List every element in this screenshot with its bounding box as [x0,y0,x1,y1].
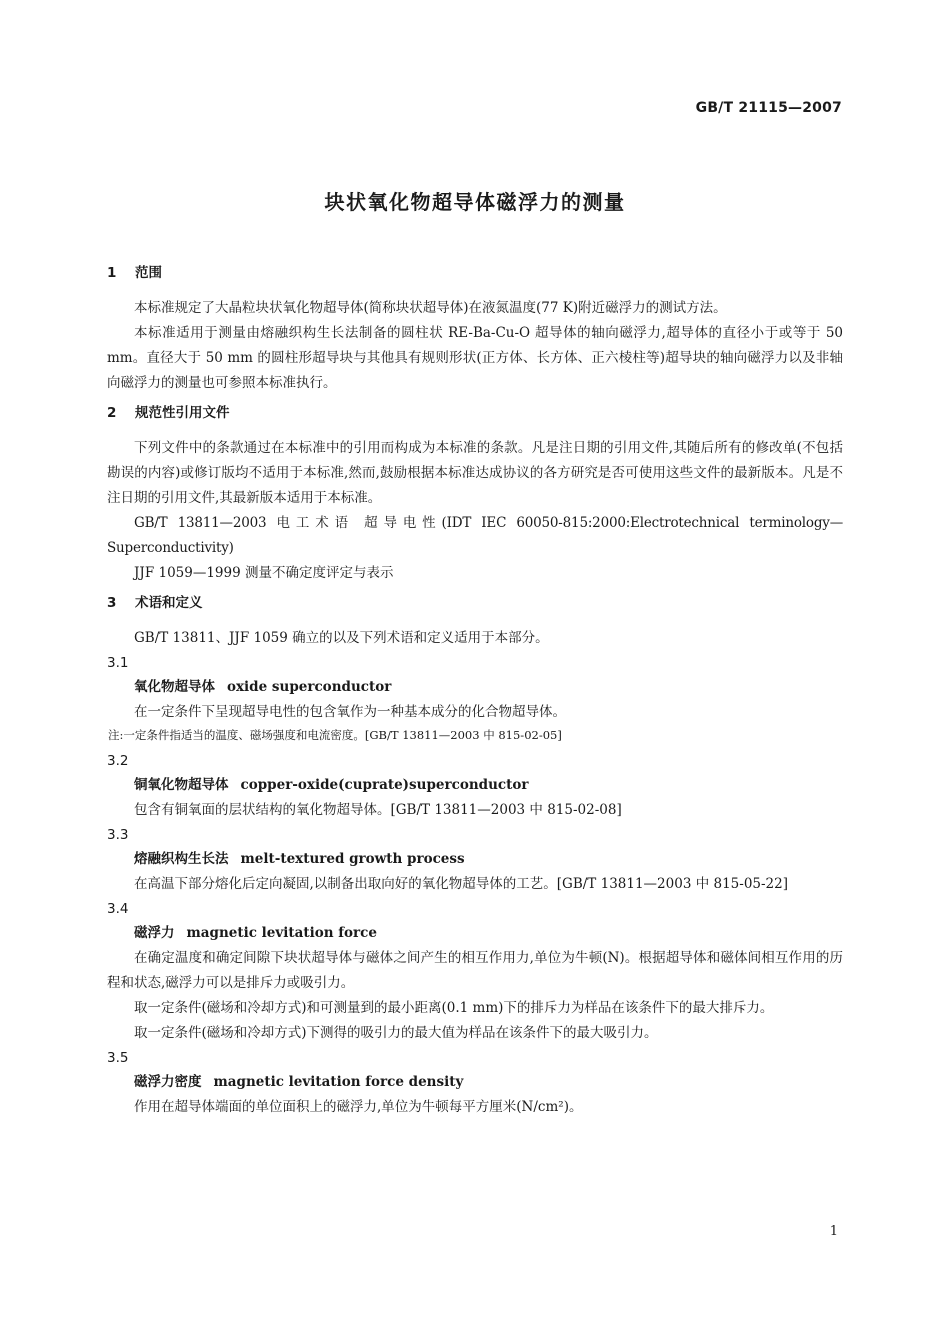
page-number: 1 [829,1224,838,1239]
document-body [107,262,843,1120]
section-number: 1 [107,265,117,281]
paragraph: 本标准适用于测量由熔融织构生长法制备的圆柱状 RE-Ba-Cu-O 超导体的轴向磁浮力,超导体的直径小于或等于 50 mm。直径大于 50 mm 的圆柱形超导块与其他具有规则形状(正方体、长方体、正六棱柱等)超导块的轴向磁浮力以及非轴向磁浮力的测量也可参照本标准执行。 [107,325,843,391]
term-zh: 熔融织构生长法 [134,851,229,867]
section-heading-normative-references [107,402,843,425]
term-definition: 在确定温度和确定间隙下块状超导体与磁体之间产生的相互作用力,单位为牛顿(N)。根据超导体和磁体间相互作用的历程和状态,磁浮力可以是排斥力或吸引力。 [107,950,843,991]
term-heading [107,1070,843,1095]
term-number: 3.3 [107,827,129,843]
term-number: 3.4 [107,901,129,917]
term-en: magnetic levitation force density [213,1074,464,1090]
term-heading [107,773,843,798]
paragraph: GB/T 13811、JJF 1059 确立的以及下列术语和定义适用于本部分。 [134,630,549,646]
section-heading-scope [107,262,843,285]
term-en: copper-oxide(cuprate)superconductor [240,777,529,793]
term-definition: 包含有铜氧面的层状结构的氧化物超导体。[GB/T 13811—2003 中 815-02-08] [134,802,622,818]
section-title: 范围 [135,265,162,281]
term-en: oxide superconductor [227,679,392,695]
section-number: 2 [107,405,117,421]
term-zh: 磁浮力密度 [134,1074,202,1090]
term-zh: 磁浮力 [134,925,175,941]
term-definition: 取一定条件(磁场和冷却方式)下测得的吸引力的最大值为样品在该条件下的最大吸引力。 [134,1025,658,1041]
term-en: melt-textured growth process [240,851,465,867]
term-definition: 在一定条件下呈现超导电性的包含氧作为一种基本成分的化合物超导体。 [134,704,566,720]
term-number: 3.2 [107,753,129,769]
standard-code: GB/T 21115—2007 [695,100,842,116]
term-heading [107,921,843,946]
term-zh: 铜氧化物超导体 [134,777,229,793]
section-title: 规范性引用文件 [135,405,230,421]
term-note: 注:一定条件指适当的温度、磁场强度和电流密度。[GB/T 13811—2003 中 815-02-05] [108,728,562,742]
term-zh: 氧化物超导体 [134,679,215,695]
term-heading [107,847,843,872]
paragraph: 下列文件中的条款通过在本标准中的引用而构成为本标准的条款。凡是注日期的引用文件,其随后所有的修改单(不包括勘误的内容)或修订版均不适用于本标准,然而,鼓励根据本标准达成协议的各方研究是否可使用这些文件的最新版本。凡是不注日期的引用文件,其最新版本适用于本标准。 [107,440,843,506]
term-number: 3.1 [107,655,129,671]
reference-item: GB/T 13811—2003 电工术语 超导电性(IDT IEC 60050-815:2000:Electrotechnical terminology—Superconductivity) [107,515,843,556]
paragraph: 本标准规定了大晶粒块状氧化物超导体(简称块状超导体)在液氮温度(77 K)附近磁浮力的测试方法。 [134,300,727,316]
term-definition: 取一定条件(磁场和冷却方式)和可测量到的最小距离(0.1 mm)下的排斥力为样品在该条件下的最大排斥力。 [134,1000,774,1016]
term-en: magnetic levitation force [186,925,377,941]
document-title: 块状氧化物超导体磁浮力的测量 [324,190,626,214]
term-heading [107,675,843,700]
section-title: 术语和定义 [135,595,203,611]
section-number: 3 [107,595,117,611]
term-definition: 在高温下部分熔化后定向凝固,以制备出取向好的氧化物超导体的工艺。[GB/T 13811—2003 中 815-05-22] [134,876,789,892]
term-definition: 作用在超导体端面的单位面积上的磁浮力,单位为牛顿每平方厘米(N/cm²)。 [134,1099,583,1115]
term-number: 3.5 [107,1050,129,1066]
reference-item: JJF 1059—1999 测量不确定度评定与表示 [134,565,394,581]
section-heading-terms [107,592,843,615]
